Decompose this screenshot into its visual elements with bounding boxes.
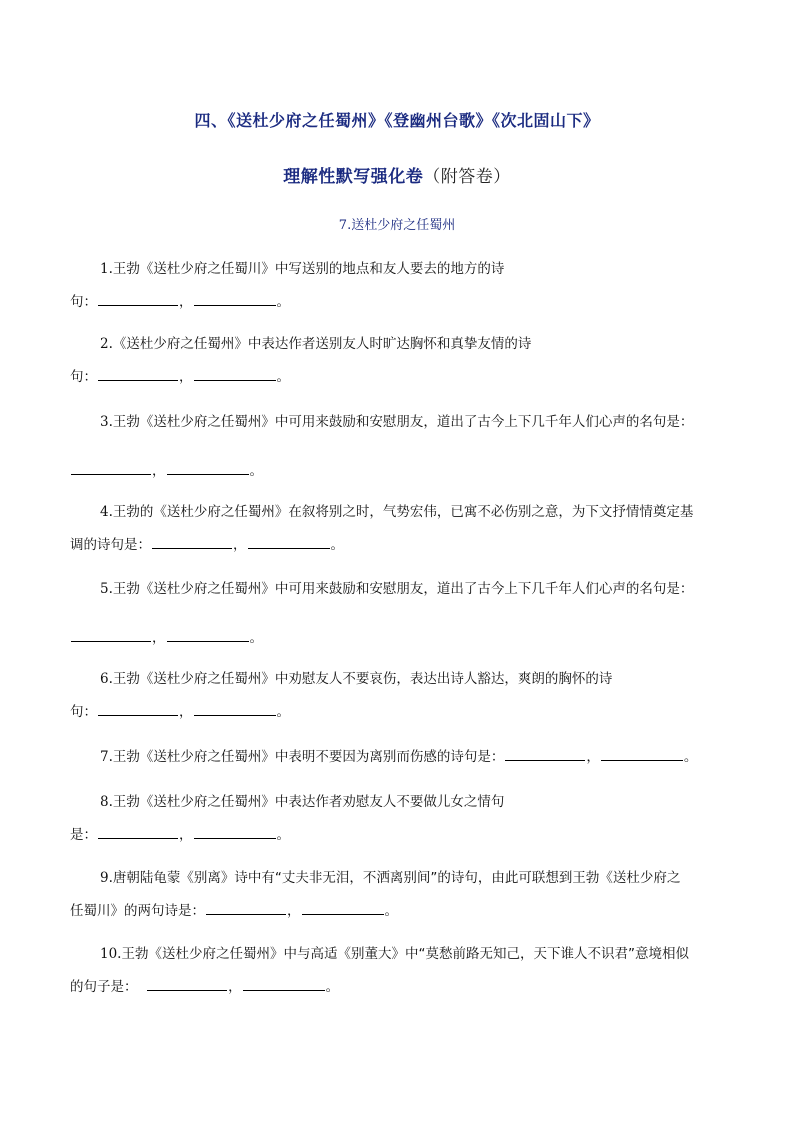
document-title: 四、《送杜少府之任蜀州》《登幽州台歌》《次北固山下》: [194, 111, 600, 130]
question-7: [70, 741, 730, 774]
separator: ，: [152, 630, 166, 646]
answer-blank[interactable]: [248, 534, 330, 549]
separator: ，: [586, 749, 600, 765]
question-5: [70, 573, 730, 655]
question-text-cont: 的句子是：: [70, 979, 147, 995]
answer-blank[interactable]: [167, 460, 249, 475]
question-6: [70, 663, 730, 729]
question-9: [70, 862, 730, 928]
question-1: [70, 253, 730, 319]
separator: ，: [152, 463, 166, 479]
answer-blank[interactable]: [98, 291, 178, 306]
answer-blank[interactable]: [206, 900, 286, 915]
document-subtitle: [0, 162, 794, 187]
answer-blank[interactable]: [98, 824, 178, 839]
question-text-cont: 调的诗句是：: [70, 537, 151, 553]
question-8: [70, 786, 730, 852]
answer-blank[interactable]: [167, 627, 249, 642]
question-text: 《送杜少府之任蜀州》中表达作者送别友人时旷达胸怀和真挚友情的诗: [112, 336, 532, 352]
answer-blank[interactable]: [71, 627, 151, 642]
question-text: 王勃《送杜少府之任蜀州》中表明不要因为离别而伤感的诗句是：: [112, 749, 505, 765]
question-text: 王勃《送杜少府之任蜀州》中可用来鼓励和安慰朋友，道出了古今上下几千年人们心声的名句是：: [112, 414, 694, 430]
question-text-cont: 是：: [70, 827, 97, 843]
question-2: [70, 328, 730, 394]
question-number: 1.: [100, 261, 113, 277]
separator: ，: [179, 294, 193, 310]
answer-blank[interactable]: [194, 366, 276, 381]
separator: ，: [287, 903, 301, 919]
answer-blank[interactable]: [98, 366, 178, 381]
answer-blank[interactable]: [71, 460, 151, 475]
question-text: 王勃《送杜少府之任蜀州》中与高适《别董大》中“莫愁前路无知己，天下谁人不识君”意境相似: [121, 946, 689, 962]
question-number: 5.: [100, 581, 113, 597]
question-text: 王勃《送杜少府之任蜀川》中写送别的地点和友人要去的地方的诗: [112, 261, 505, 277]
period: 。: [276, 369, 290, 385]
question-text-cont: 句：: [70, 294, 97, 310]
question-number: 4.: [100, 504, 113, 520]
question-text-cont: 任蜀川》的两句诗是：: [70, 903, 205, 919]
period: 。: [384, 903, 398, 919]
answer-blank[interactable]: [302, 900, 384, 915]
question-number: 6.: [100, 671, 113, 687]
separator: ，: [179, 704, 193, 720]
question-text-cont: 句：: [70, 704, 97, 720]
answer-blank[interactable]: [505, 746, 585, 761]
answer-blank[interactable]: [601, 746, 683, 761]
answer-blank[interactable]: [243, 976, 325, 991]
question-4: [70, 496, 730, 562]
answer-blank[interactable]: [98, 701, 178, 716]
separator: ，: [179, 827, 193, 843]
period: 。: [249, 463, 263, 479]
question-number: 7.: [100, 749, 113, 765]
separator: ，: [233, 537, 247, 553]
answer-blank[interactable]: [194, 824, 276, 839]
period: 。: [276, 704, 290, 720]
period: 。: [325, 979, 340, 995]
question-number: 9.: [100, 870, 113, 886]
answer-blank[interactable]: [194, 701, 276, 716]
separator: ，: [228, 979, 242, 995]
answer-blank[interactable]: [194, 291, 276, 306]
question-text: 王勃《送杜少府之任蜀州》中可用来鼓励和安慰朋友，道出了古今上下几千年人们心声的名句是：: [112, 581, 694, 597]
separator: ，: [179, 369, 193, 385]
question-3: [70, 406, 730, 488]
question-10: [70, 938, 730, 1004]
answer-blank[interactable]: [147, 976, 227, 991]
period: 。: [249, 630, 263, 646]
subtitle-paren: （附答卷）: [423, 167, 511, 187]
period: 。: [683, 749, 698, 765]
answer-blank[interactable]: [152, 534, 232, 549]
question-text: 王勃《送杜少府之任蜀州》中表达作者劝慰友人不要做儿女之情句: [112, 794, 505, 810]
question-number: 10.: [100, 946, 122, 962]
period: 。: [330, 537, 344, 553]
question-text: 唐朝陆龟蒙《别离》诗中有“丈夫非无泪，不洒离别间”的诗句，由此可联想到王勃《送杜少府之: [112, 870, 681, 886]
question-text-cont: 句：: [70, 369, 97, 385]
period: 。: [276, 827, 290, 843]
question-number: 2.: [100, 336, 113, 352]
question-number: 3.: [100, 414, 113, 430]
question-number: 8.: [100, 794, 113, 810]
question-text: 王勃的《送杜少府之任蜀州》在叙将别之时，气势宏伟，已寓不必伤别之意，为下文抒情情奠定基: [112, 504, 694, 520]
period: 。: [276, 294, 290, 310]
subtitle-main: 理解性默写强化卷: [283, 167, 424, 187]
section-heading: 7.送杜少府之任蜀州: [338, 218, 456, 233]
question-text: 王勃《送杜少府之任蜀州》中劝慰友人不要哀伤，表达出诗人豁达，爽朗的胸怀的诗: [112, 671, 613, 687]
